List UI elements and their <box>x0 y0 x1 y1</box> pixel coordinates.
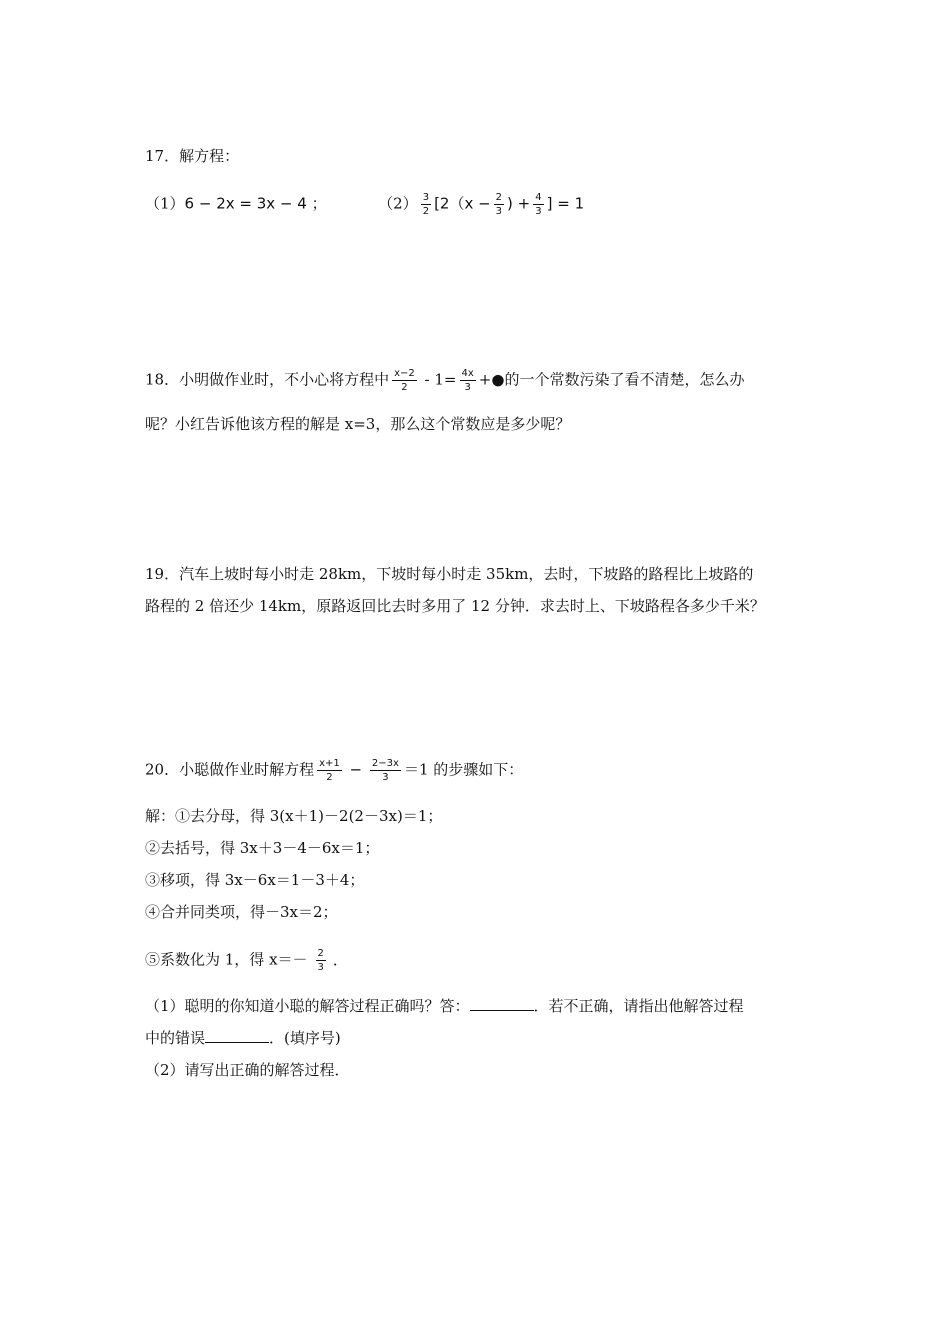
q20-sub1-question: （1）聪明的你知道小聪的解答过程正确吗？答： <box>145 997 470 1015</box>
q17-part1-label: （1） <box>145 194 185 213</box>
q20-sub2: （2）请写出正确的解答过程． <box>145 1061 350 1079</box>
q17-part1-equation: 6 − 2x = 3x − 4 <box>184 194 307 213</box>
q20-step2: ②去括号，得 3x＋3－4－6x＝1； <box>145 839 380 857</box>
q17-fraction-2-3: $\frac{2}{3}$ <box>495 192 503 217</box>
q20-minus: − <box>349 760 363 779</box>
q20-step3: ③移项，得 3x－6x＝1－3＋4； <box>145 871 365 889</box>
q20-step5 <box>145 948 348 973</box>
q20-sub1-line1 <box>145 996 744 1016</box>
q20-sub1-hint: ．(填序号) <box>269 1029 341 1047</box>
q20-suffix: ＝1 的步骤如下： <box>403 760 524 779</box>
q20-sub1-followup: ．若不正确，请指出他解答过程 <box>533 997 744 1015</box>
q20-sub1-error-label: 中的错误 <box>145 1029 206 1047</box>
q20-sub1-line2 <box>145 1028 341 1048</box>
q19-line1: 19．汽车上坡时每小时走 28km，下坡时每小时走 35km，去时，下坡路的路程比上坡路的 <box>145 565 754 583</box>
q18-line1 <box>145 368 744 393</box>
q18-fraction-1: $\frac{x-2}{2}$ <box>394 368 415 393</box>
q17-part2-end: ] = 1 <box>546 194 585 213</box>
q17-fraction-4-3: $\frac{4}{3}$ <box>535 192 542 217</box>
q18-prefix: 18．小明做作业时，不小心将方程中 <box>145 370 390 389</box>
q18-line2: 呢？小红告诉他该方程的解是 x=3，那么这个常数应是多少呢？ <box>145 415 571 433</box>
q17-part2-mid: [2（x − <box>434 194 491 213</box>
q17-fraction-3-2: $\frac{3}{2}$ <box>422 192 430 217</box>
q20-line1 <box>145 758 523 783</box>
q17-equations <box>145 192 584 217</box>
q17-part1-end: ； <box>306 194 327 213</box>
q20-step5-fraction: $\frac{2}{3}$ <box>317 948 324 973</box>
q20-fraction-2: $\frac{2-3x}{3}$ <box>371 758 399 783</box>
q17-part2-label: （2） <box>378 194 418 213</box>
q18-mid: - 1= <box>424 370 457 389</box>
q19-line2: 路程的 2 倍还少 14km，原路返回比去时多用了 12 分钟．求去时上、下坡路程各多少千米？ <box>145 597 765 615</box>
q20-error-blank[interactable] <box>205 1028 269 1043</box>
q17-part2-mid2: ) + <box>507 194 531 213</box>
q18-suffix: +●的一个常数污染了看不清楚，怎么办 <box>478 370 745 389</box>
q20-fraction-1: $\frac{x+1}{2}$ <box>319 758 340 783</box>
q20-step1: 解：①去分母，得 3(x＋1)－2(2－3x)＝1； <box>145 807 443 825</box>
q17-title: 17．解方程： <box>145 147 240 165</box>
q20-prefix: 20．小聪做作业时解方程 <box>145 760 315 779</box>
q20-step5-prefix: ⑤系数化为 1，得 x＝－ <box>145 950 308 969</box>
q20-step4: ④合并同类项，得－3x＝2； <box>145 903 338 921</box>
q20-answer-blank[interactable] <box>470 996 534 1011</box>
q18-fraction-2: $\frac{4x}{3}$ <box>461 368 474 393</box>
q20-step5-end: ． <box>332 950 348 969</box>
